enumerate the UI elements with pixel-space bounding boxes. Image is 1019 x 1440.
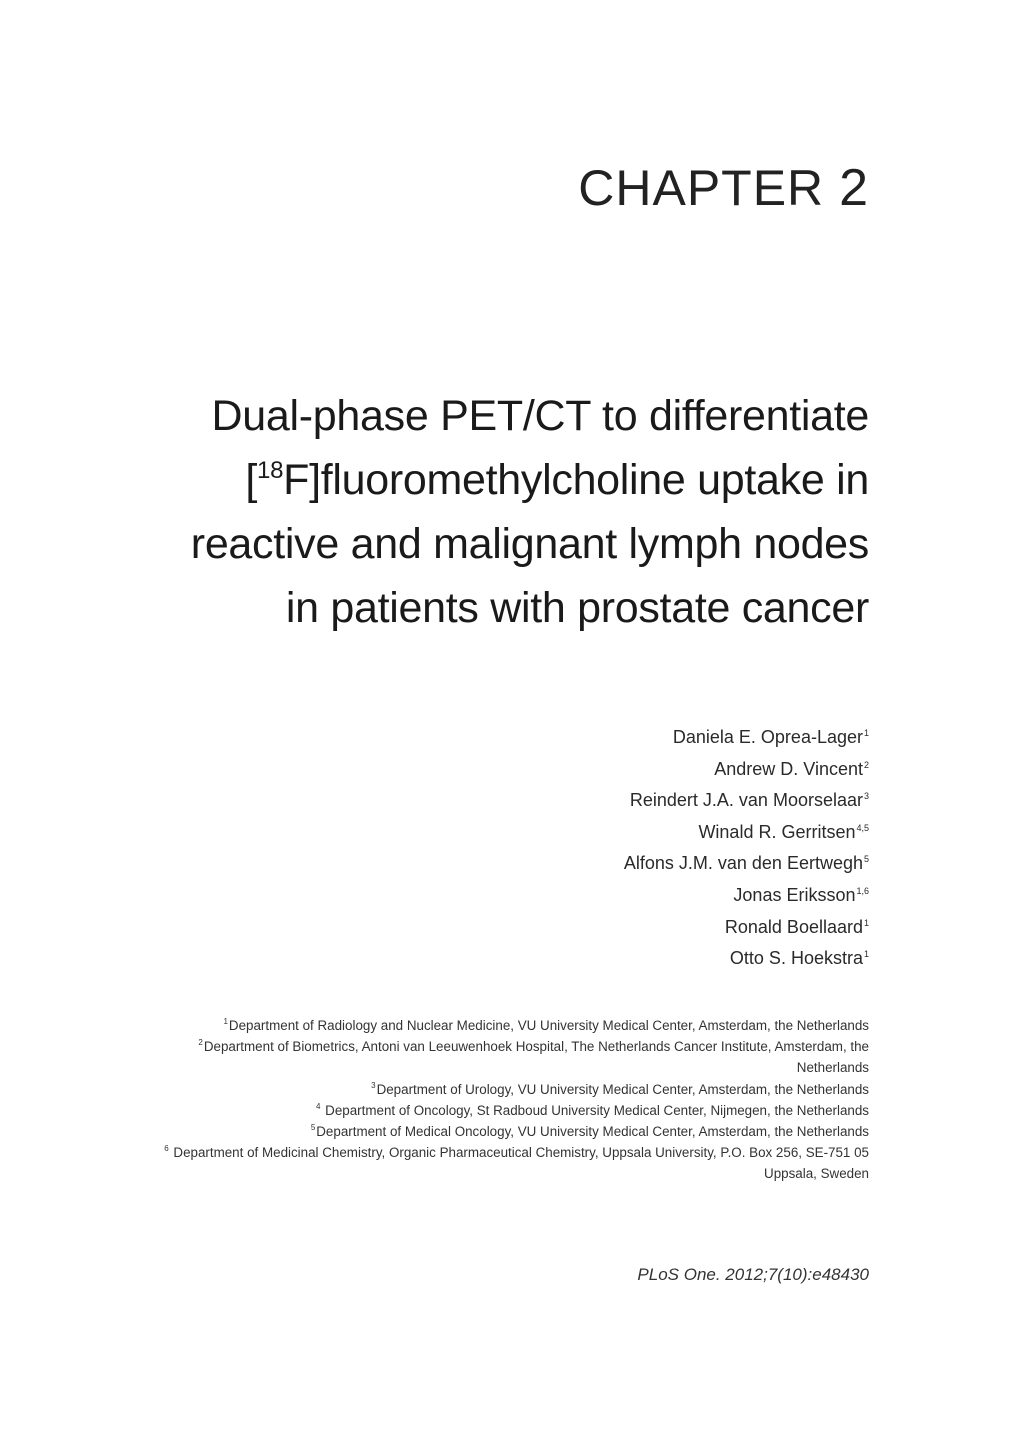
author-affiliation-ref: 1 — [863, 949, 869, 960]
author — [624, 785, 869, 817]
author-affiliation-ref: 5 — [863, 854, 869, 865]
title-line-3: reactive and malignant lymph nodes — [190, 520, 869, 568]
affiliation-text: Department of Medical Oncology, VU University Medical Center, Amsterdam, the Netherlands — [316, 1124, 869, 1140]
author — [624, 943, 869, 975]
title-bracket: [ — [245, 456, 258, 504]
title-line-2 — [109, 448, 869, 512]
title-line-4: in patients with prostate cancer — [285, 584, 869, 632]
title-line-1: Dual-phase PET/CT to differentiate — [211, 392, 869, 440]
affiliation — [129, 1036, 869, 1078]
chapter-heading — [578, 158, 869, 218]
affiliation — [129, 1142, 869, 1184]
author — [624, 754, 869, 786]
affiliation — [129, 1015, 869, 1036]
author-affiliation-ref: 2 — [863, 759, 869, 770]
author-name: Winald R. Gerritsen — [698, 821, 856, 842]
author-name: Ronald Boellaard — [724, 916, 863, 937]
author-name: Daniela E. Oprea-Lager — [672, 727, 863, 747]
author — [624, 722, 869, 754]
affiliation — [129, 1121, 869, 1142]
author-list — [624, 722, 869, 975]
author-name: Andrew D. Vincent — [714, 758, 863, 779]
author — [624, 912, 869, 944]
author-affiliation-ref: 1 — [863, 728, 869, 738]
affiliation-number: 5 — [310, 1123, 316, 1133]
author-name: Alfons J.M. van den Eertwegh — [623, 853, 863, 874]
author-affiliation-ref: 1,6 — [856, 885, 869, 896]
affiliation-number: 6 — [164, 1144, 169, 1154]
affiliation-number: 3 — [371, 1080, 376, 1090]
article-title — [109, 384, 869, 640]
author-name: Jonas Eriksson — [733, 884, 856, 905]
journal-citation: PLoS One. 2012;7(10):e48430 — [637, 1265, 869, 1284]
title-line-2-text: F]fluoromethylcholine uptake in — [283, 456, 869, 504]
isotope-superscript: 18 — [257, 457, 284, 484]
author-affiliation-ref: 4,5 — [856, 822, 869, 833]
chapter-label: CHAPTER — [578, 160, 825, 216]
affiliation-text: Department of Biometrics, Antoni van Leeuwenhoek Hospital, The Netherlands Cancer Institute, Amsterdam, the Netherlands — [203, 1039, 869, 1076]
affiliation — [129, 1079, 869, 1100]
affiliation-text: Department of Urology, VU University Medical Center, Amsterdam, the Netherlands — [376, 1081, 869, 1097]
affiliation-number: 2 — [198, 1038, 203, 1048]
affiliation-number: 1 — [223, 1017, 228, 1026]
author-name: Reindert J.A. van Moorselaar — [629, 790, 863, 811]
author — [624, 880, 869, 912]
author-affiliation-ref: 1 — [863, 917, 869, 928]
author-affiliation-ref: 3 — [863, 791, 869, 802]
author — [624, 848, 869, 880]
affiliation-text: Department of Medicinal Chemistry, Organic Pharmaceutical Chemistry, Uppsala University, P.O. Box 256, SE-751 05 Uppsala, Sweden — [169, 1145, 869, 1182]
affiliation-number: 4 — [315, 1101, 321, 1111]
affiliation — [129, 1100, 869, 1121]
affiliation-text: Department of Oncology, St Radboud University Medical Center, Nijmegen, the Netherlands — [321, 1102, 869, 1118]
author-name: Otto S. Hoekstra — [729, 948, 863, 969]
chapter-number: 2 — [839, 159, 869, 217]
author — [624, 817, 869, 849]
affiliation-list — [129, 1015, 869, 1185]
affiliation-text: Department of Radiology and Nuclear Medicine, VU University Medical Center, Amsterdam, the Netherlands — [228, 1018, 869, 1033]
